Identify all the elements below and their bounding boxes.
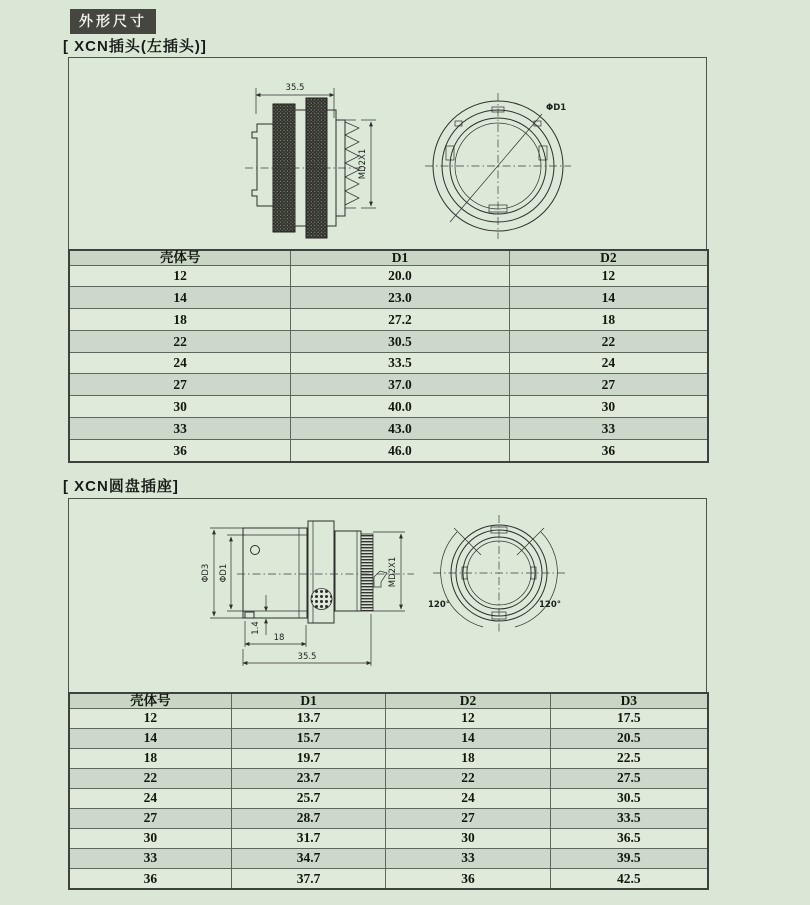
table-row: [69, 418, 708, 440]
table-cell: 18: [69, 748, 231, 768]
table-header-row: [69, 693, 708, 708]
table-cell: 36: [69, 868, 231, 889]
table-cell: 23.7: [231, 768, 386, 788]
table-cell: 13.7: [231, 708, 386, 728]
thread-profile: [345, 120, 359, 208]
table-cell: 34.7: [231, 848, 386, 868]
table-cell: 27.2: [291, 309, 510, 331]
table-cell: 36: [509, 439, 708, 462]
table-cell: 46.0: [291, 439, 510, 462]
table-cell: 33: [509, 418, 708, 440]
table-row: [69, 728, 708, 748]
table-cell: 43.0: [291, 418, 510, 440]
table-cell: 37.0: [291, 374, 510, 396]
table-cell: 18: [386, 748, 550, 768]
table-cell: 12: [509, 265, 708, 287]
table-cell: 27: [386, 808, 550, 828]
table-row: [69, 828, 708, 848]
table-cell: 20.5: [550, 728, 708, 748]
table-cell: 14: [69, 287, 291, 309]
column-header: D2: [509, 250, 708, 265]
angle-left-dim: 120°: [428, 600, 450, 610]
table-cell: 20.0: [291, 265, 510, 287]
table-cell: 27: [69, 808, 231, 828]
table-row: [69, 287, 708, 309]
thread-band: [361, 534, 373, 611]
table-cell: 33.5: [550, 808, 708, 828]
table-cell: 30: [69, 396, 291, 418]
plug-front-view: [425, 93, 571, 239]
column-header: D3: [550, 693, 708, 708]
table-cell: 14: [69, 728, 231, 748]
notch: [245, 612, 254, 618]
table-cell: 31.7: [231, 828, 386, 848]
table-cell: 36: [69, 439, 291, 462]
angle-right-dim: 120°: [539, 600, 561, 610]
table-cell: 36: [386, 868, 550, 889]
mount-length-dim: 18: [273, 633, 285, 643]
table-row: [69, 868, 708, 889]
table-cell: 12: [69, 708, 231, 728]
table-cell: 24: [69, 352, 291, 374]
table-cell: 22: [69, 768, 231, 788]
table-row: [69, 768, 708, 788]
receptacle-drawing-panel: [68, 498, 707, 890]
polarizing-key: [374, 571, 387, 587]
table-cell: 27.5: [550, 768, 708, 788]
table-cell: 30: [69, 828, 231, 848]
table-row: [69, 708, 708, 728]
table-cell: 14: [509, 287, 708, 309]
table-cell: 23.0: [291, 287, 510, 309]
column-header: 壳体号: [69, 250, 291, 265]
plug-outline-drawing: [69, 58, 708, 250]
table-cell: 18: [69, 309, 291, 331]
table-cell: 22: [69, 330, 291, 352]
table-cell: 27: [69, 374, 291, 396]
table-cell: 30: [386, 828, 550, 848]
table-row: [69, 352, 708, 374]
knurl-patch: [311, 589, 332, 610]
mount-hole: [251, 546, 260, 555]
table-cell: 30.5: [550, 788, 708, 808]
page-title-badge: 外形尺寸: [70, 9, 156, 34]
receptacle-outline-drawing: [69, 499, 708, 693]
table-cell: 24: [386, 788, 550, 808]
table-cell: 27: [509, 374, 708, 396]
plug-side-view: [245, 83, 376, 238]
section1-title: [ XCN插头(左插头)]: [63, 38, 207, 55]
table-cell: 37.7: [231, 868, 386, 889]
column-header: D1: [291, 250, 510, 265]
plug-dimension-table: [68, 249, 709, 463]
receptacle-dimension-table: [68, 692, 709, 890]
table-row: [69, 396, 708, 418]
table-cell: 33: [69, 848, 231, 868]
table-cell: 17.5: [550, 708, 708, 728]
table-cell: 18: [509, 309, 708, 331]
table-row: [69, 848, 708, 868]
table-cell: 39.5: [550, 848, 708, 868]
column-header: 壳体号: [69, 693, 231, 708]
table-cell: 30.5: [291, 330, 510, 352]
table-cell: 33: [69, 418, 291, 440]
table-row: [69, 330, 708, 352]
table-cell: 24: [69, 788, 231, 808]
plug-thread-dim: MD2X1: [358, 148, 368, 180]
table-header-row: [69, 250, 708, 265]
table-row: [69, 374, 708, 396]
plug-length-dim: 35.5: [285, 83, 305, 93]
table-cell: 30: [509, 396, 708, 418]
notch-depth-dim: 1.4: [251, 621, 261, 635]
table-cell: 22: [386, 768, 550, 788]
receptacle-d3-dim: ΦD3: [201, 563, 211, 583]
table-row: [69, 808, 708, 828]
plug-drawing-panel: [68, 57, 707, 463]
table-cell: 19.7: [231, 748, 386, 768]
table-cell: 15.7: [231, 728, 386, 748]
table-cell: 14: [386, 728, 550, 748]
table-row: [69, 439, 708, 462]
receptacle-side-view: [201, 521, 414, 666]
table-cell: 12: [386, 708, 550, 728]
table-cell: 25.7: [231, 788, 386, 808]
table-cell: 33: [386, 848, 550, 868]
table-cell: 24: [509, 352, 708, 374]
table-cell: 28.7: [231, 808, 386, 828]
receptacle-thread-dim: MD2X1: [388, 556, 398, 588]
plug-diameter-label: ΦD1: [546, 103, 567, 113]
receptacle-d1-dim: ΦD1: [219, 563, 229, 583]
receptacle-length-dim: 35.5: [297, 652, 317, 662]
table-cell: 42.5: [550, 868, 708, 889]
table-row: [69, 748, 708, 768]
table-row: [69, 309, 708, 331]
table-cell: 12: [69, 265, 291, 287]
table-cell: 33.5: [291, 352, 510, 374]
column-header: D2: [386, 693, 550, 708]
table-cell: 22: [509, 330, 708, 352]
table-row: [69, 265, 708, 287]
receptacle-front-view: [428, 515, 565, 633]
table-cell: 40.0: [291, 396, 510, 418]
column-header: D1: [231, 693, 386, 708]
table-cell: 36.5: [550, 828, 708, 848]
table-row: [69, 788, 708, 808]
table-cell: 22.5: [550, 748, 708, 768]
section2-title: [ XCN圆盘插座]: [63, 478, 179, 495]
